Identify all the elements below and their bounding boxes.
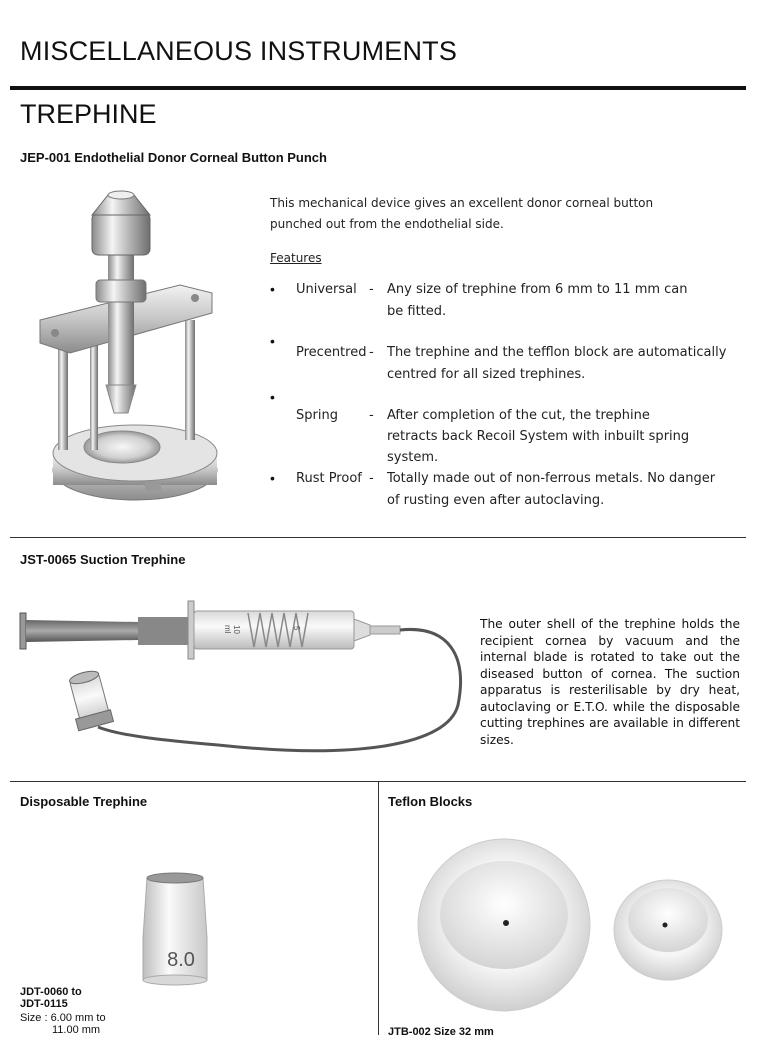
page-title: MISCELLANEOUS INSTRUMENTS [20,36,458,66]
feature-line: After completion of the cut, the trephine [387,408,650,423]
suction-trephine-image [18,595,468,765]
size-label: 8.0 [167,949,195,971]
teflon-heading: Teflon Blocks [388,794,473,809]
dash-icon: - [369,471,374,486]
size-line: Size : 6.00 mm to [20,1012,106,1024]
code-line: JDT-0060 to [20,986,82,998]
feature-line: system. [387,450,439,465]
feature-line: Any size of trephine from 6 mm to 11 mm can [387,282,688,297]
jep-description-line: This mechanical device gives an excellent donor corneal button [270,196,654,210]
section-title: TREPHINE [20,99,157,129]
disposable-trephine-image [135,868,215,988]
teflon-code: JTB-002 Size 32 mm [388,1026,494,1038]
section-divider [10,537,746,538]
syringe-mark: ml [223,625,232,634]
code-line: JDT-0115 [20,998,68,1010]
features-label: Features [270,251,322,265]
bullet-icon: • [270,470,275,486]
column-divider [378,781,379,1035]
feature-name: Universal [296,282,357,297]
jep-description [270,193,653,235]
disposable-code [20,986,82,1010]
jep-description-line: punched out from the endothelial side. [270,217,504,231]
jst-heading: JST-0065 Suction Trephine [20,552,186,567]
feature-name: Precentred [296,345,367,360]
bullet-icon: • [270,281,275,297]
feature-name: Spring [296,408,338,423]
corneal-button-punch-image [30,185,240,525]
feature-description [387,468,715,512]
title-rule [10,86,746,90]
disposable-size [20,1012,106,1036]
teflon-blocks-image [412,835,732,1015]
feature-description [387,405,689,468]
feature-line: be fitted. [387,304,447,319]
dash-icon: - [369,408,374,423]
syringe-mark: 5 [292,626,301,631]
feature-name: Rust Proof [296,471,362,486]
bullet-icon: • [270,389,275,405]
size-line: 11.00 mm [52,1024,101,1036]
jep-heading: JEP-001 Endothelial Donor Corneal Button Punch [20,150,327,165]
feature-line: The trephine and the tefflon block are automatically [387,345,727,360]
feature-line: Totally made out of non-ferrous metals. No danger [387,471,716,486]
syringe-mark: 10 [232,625,241,634]
feature-description [387,279,688,323]
disposable-heading: Disposable Trephine [20,794,148,809]
dash-icon: - [369,282,374,297]
dash-icon: - [369,345,374,360]
feature-line: retracts back Recoil System with inbuilt spring [387,429,690,444]
feature-description [387,342,726,386]
feature-line: centred for all sized trephines. [387,367,586,382]
bullet-icon: • [270,333,275,349]
feature-line: of rusting even after autoclaving. [387,493,605,508]
jst-description: The outer shell of the trephine holds the recipient cornea by vacuum and the internal blade is rotated to take out the diseased button of cornea. The suction apparatus is resterilisable by dry heat, autoclaving or E.T.O. while the disposable cutting trephines are available in different sizes. [480,617,740,747]
